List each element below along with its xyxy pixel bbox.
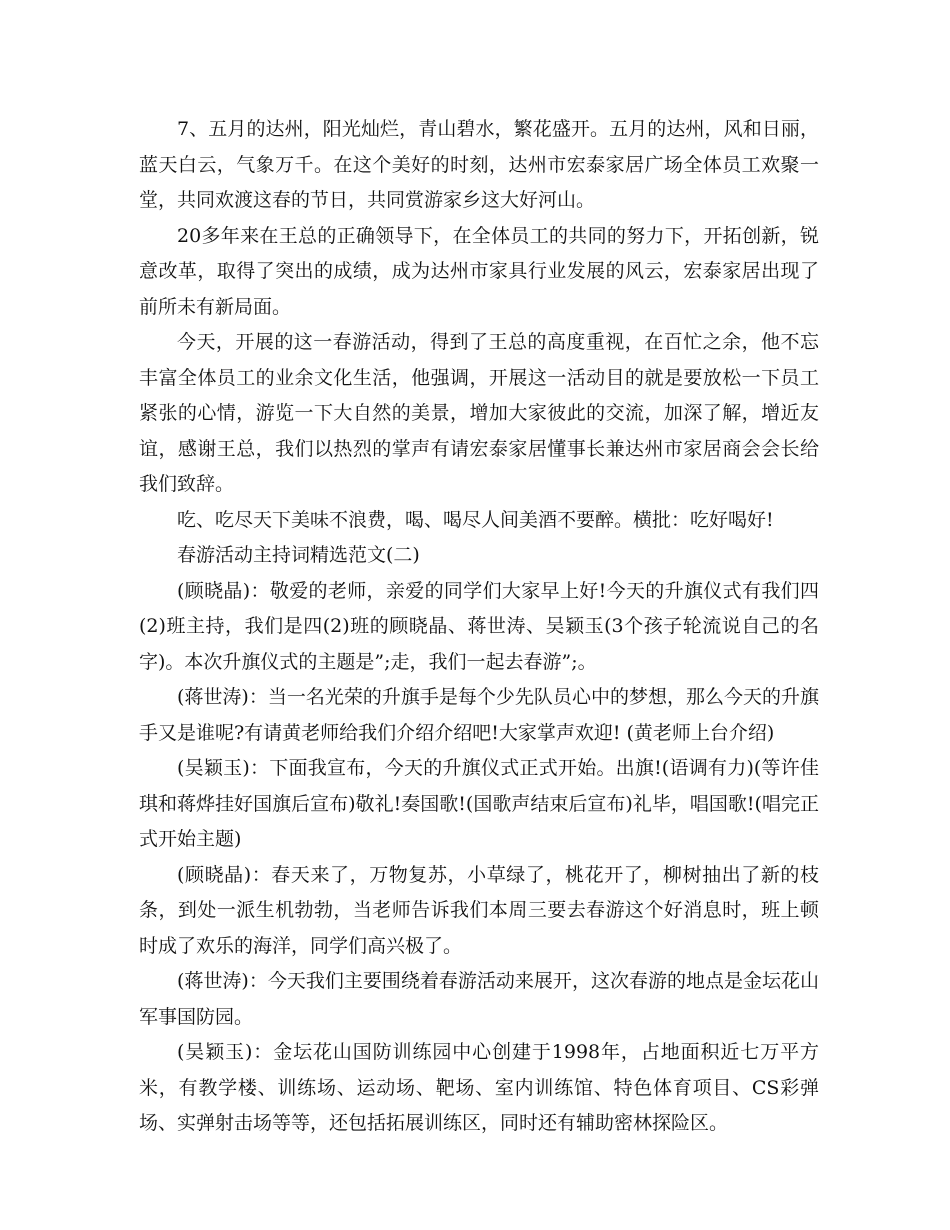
section-heading: 春游活动主持词精选范文(二) [177, 544, 420, 566]
paragraph-6: (顾晓晶)：敬爱的老师，亲爱的同学们大家早上好!今天的升旗仪式有我们四(2)班主持，我们是四(2)班的顾晓晶、蒋世涛、吴颖玉(3个孩子轮流说自己的名字)。本次升旗仪式的主题是”;走，我们一起去春游”;。 [139, 579, 819, 673]
paragraph-3: 今天，开展的这一春游活动，得到了王总的高度重视，在百忙之余，他不忘丰富全体员工的业余文化生活，他强调，开展这一活动目的就是要放松一下员工紧张的心情，游览一下大自然的美景，增加大家彼此的交流，加深了解，增近友谊，感谢王总，我们以热烈的掌声有请宏泰家居懂事长兼达州市家居商会会长给我们致辞。 [139, 331, 819, 495]
paragraph-1: 7、五月的达州，阳光灿烂，青山碧水，繁花盛开。五月的达州，风和日丽，蓝天白云，气象万千。在这个美好的时刻，达州市宏泰家居广场全体员工欢聚一堂，共同欢渡这春的节日，共同赏游家乡这大好河山。 [139, 118, 819, 211]
document-body [139, 112, 819, 1142]
paragraph-2: 20多年来在王总的正确领导下，在全体员工的共同的努力下，开拓创新，锐意改革，取得了突出的成绩，成为达州市家具行业发展的风云，宏泰家居出现了前所未有新局面。 [139, 224, 819, 318]
paragraph-4: 吃、吃尽天下美味不浪费，喝、喝尽人间美酒不要醉。横批：吃好喝好! [177, 508, 774, 531]
paragraph-10: (蒋世涛)：今天我们主要围绕着春游活动来展开，这次春游的地点是金坛花山军事国防园。 [139, 970, 819, 1028]
paragraph-7: (蒋世涛)：当一名光荣的升旗手是每个少先队员心中的梦想，那么今天的升旗手又是谁呢?有请黄老师给我们介绍介绍吧!大家掌声欢迎! (黄老师上台介绍) [139, 686, 819, 744]
paragraph-8: (吴颖玉)：下面我宣布，今天的升旗仪式正式开始。出旗!(语调有力)(等许佳琪和蒋烨挂好国旗后宣布)敬礼!奏国歌!(国歌声结束后宣布)礼毕，唱国歌!(唱完正式开始主题) [139, 757, 819, 850]
paragraph-11: (吴颖玉)：金坛花山国防训练园中心创建于1998年，占地面积近七万平方米，有教学楼、训练场、运动场、靶场、室内训练馆、特色体育项目、CS彩弹场、实弹射击场等等，还包括拓展训练区，同时还有辅助密林探险区。 [139, 1041, 819, 1134]
paragraph-9: (顾晓晶)：春天来了，万物复苏，小草绿了，桃花开了，柳树抽出了新的枝条，到处一派生机勃勃，当老师告诉我们本周三要去春游这个好消息时，班上顿时成了欢乐的海洋，同学们高兴极了。 [139, 863, 819, 957]
